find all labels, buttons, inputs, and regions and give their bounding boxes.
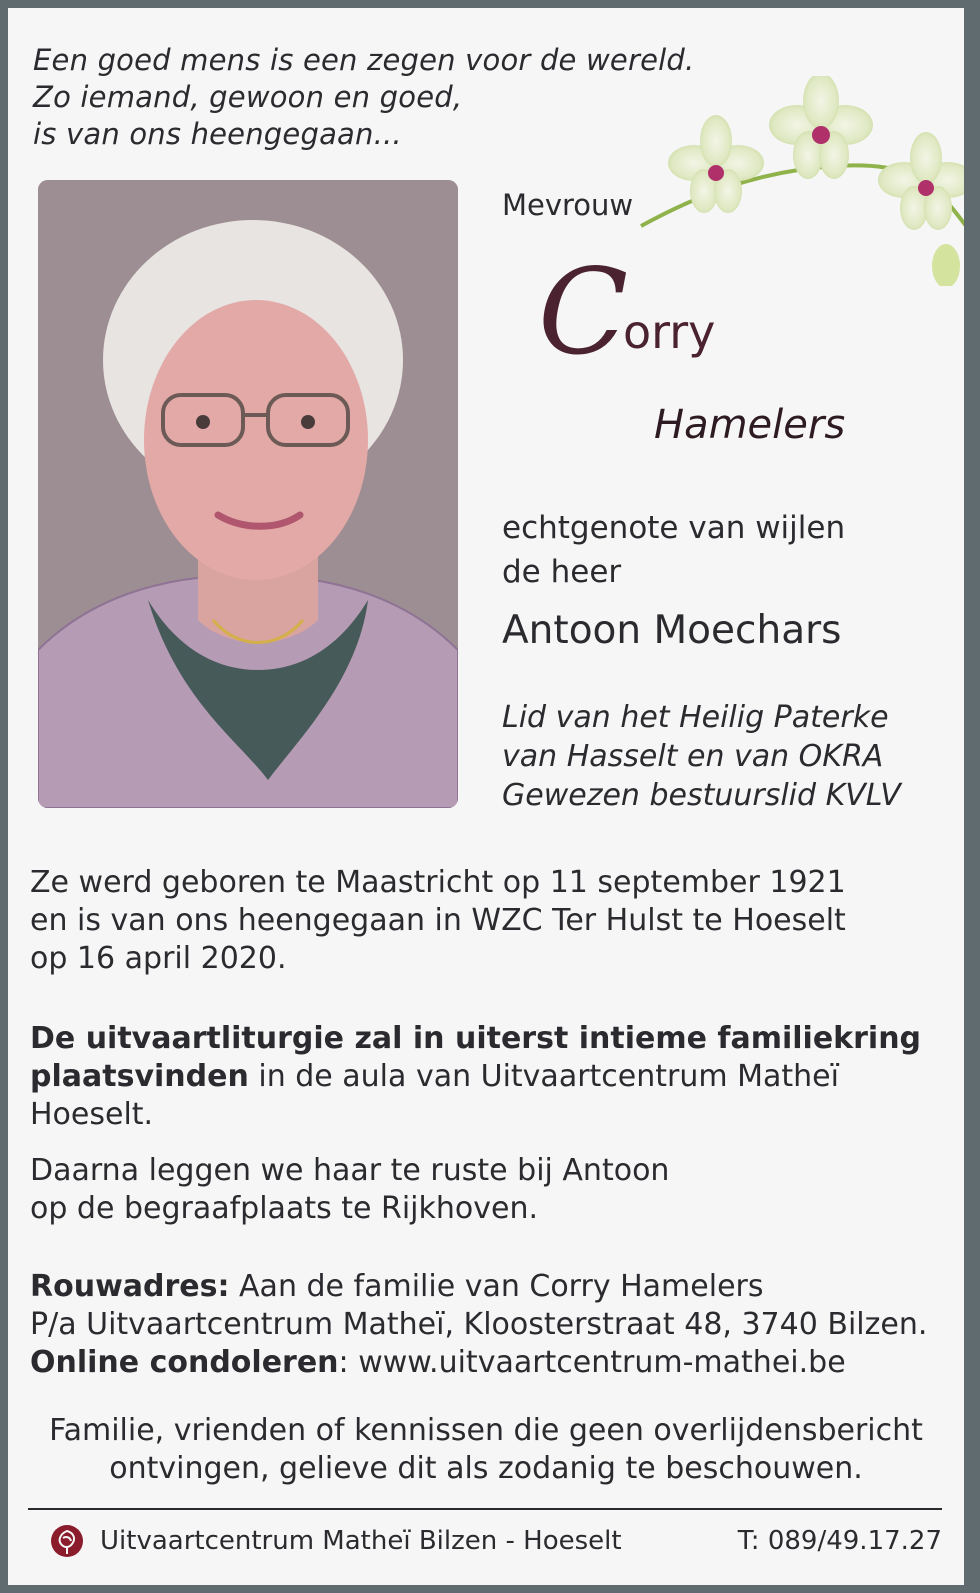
liturgy-bold-word: plaatsvinden xyxy=(30,1059,249,1094)
paragraph-line: Hoeselt. xyxy=(30,1097,154,1132)
liturgy-bold-line: De uitvaartliturgie zal in uiterst intieme familiekring xyxy=(30,1021,922,1056)
rose-logo-icon xyxy=(50,1524,84,1558)
first-name xyxy=(538,243,858,383)
online-condolence-label: Online condoleren xyxy=(30,1345,339,1380)
address-label: Rouwadres: xyxy=(30,1269,230,1304)
paragraph-line: ontvingen, gelieve dit als zodanig te beschouwen. xyxy=(109,1451,863,1486)
online-condolence-url[interactable]: : www.uitvaartcentrum-mathei.be xyxy=(338,1345,846,1380)
paragraph-line: Familie, vrienden of kennissen die geen overlijdensbericht xyxy=(49,1413,923,1448)
spouse-name: Antoon Moechars xyxy=(502,608,842,653)
quote-line: is van ons heengegaan... xyxy=(33,117,402,151)
spouse-intro-line: de heer xyxy=(502,554,622,590)
quote-line: Zo iemand, gewoon en goed, xyxy=(33,80,463,114)
notice-paragraph xyxy=(8,1412,964,1488)
footer xyxy=(28,1516,942,1572)
liturgy-text: in de aula van Uitvaartcentrum Matheï xyxy=(248,1059,839,1094)
paragraph-line: op de begraafplaats te Rijkhoven. xyxy=(30,1191,539,1226)
membership-line: Lid van het Heilig Paterke xyxy=(502,700,889,735)
paragraph-line: P/a Uitvaartcentrum Matheï, Kloosterstraat 48, 3740 Bilzen. xyxy=(30,1307,928,1342)
address-paragraph xyxy=(30,1268,927,1382)
opening-quote xyxy=(33,42,694,153)
paragraph-line: en is van ons heengegaan in WZC Ter Hulst te Hoeselt xyxy=(30,903,846,938)
memberships xyxy=(502,698,901,815)
phone-number: T: 089/49.17.27 xyxy=(737,1526,942,1556)
obituary-card xyxy=(8,8,964,1585)
portrait-photo xyxy=(38,180,458,808)
address-value: Aan de familie van Corry Hamelers xyxy=(229,1269,764,1304)
paragraph-line: op 16 april 2020. xyxy=(30,941,287,976)
paragraph-line: Daarna leggen we haar te ruste bij Antoon xyxy=(30,1153,670,1188)
first-name-rest: orry xyxy=(623,305,716,359)
liturgy-paragraph xyxy=(30,1020,921,1134)
first-name-initial: C xyxy=(538,243,629,381)
paragraph-line xyxy=(30,1058,921,1096)
membership-line: Gewezen bestuurslid KVLV xyxy=(502,778,901,813)
membership-line: van Hasselt en van OKRA xyxy=(502,739,884,774)
paragraph-line xyxy=(30,1268,927,1306)
surname: Hamelers xyxy=(654,402,846,448)
birth-death-paragraph xyxy=(30,864,846,978)
funeral-home-name: Uitvaartcentrum Matheï Bilzen - Hoeselt xyxy=(100,1526,622,1556)
spouse-intro-line: echtgenote van wijlen xyxy=(502,510,846,546)
quote-line: Een goed mens is een zegen voor de wereld. xyxy=(33,43,695,77)
paragraph-line: Ze werd geboren te Maastricht op 11 september 1921 xyxy=(30,865,846,900)
spouse-intro xyxy=(502,506,845,594)
burial-paragraph xyxy=(30,1152,669,1228)
paragraph-line xyxy=(30,1344,927,1382)
honorific: Mevrouw xyxy=(502,188,634,222)
footer-divider xyxy=(28,1508,942,1510)
